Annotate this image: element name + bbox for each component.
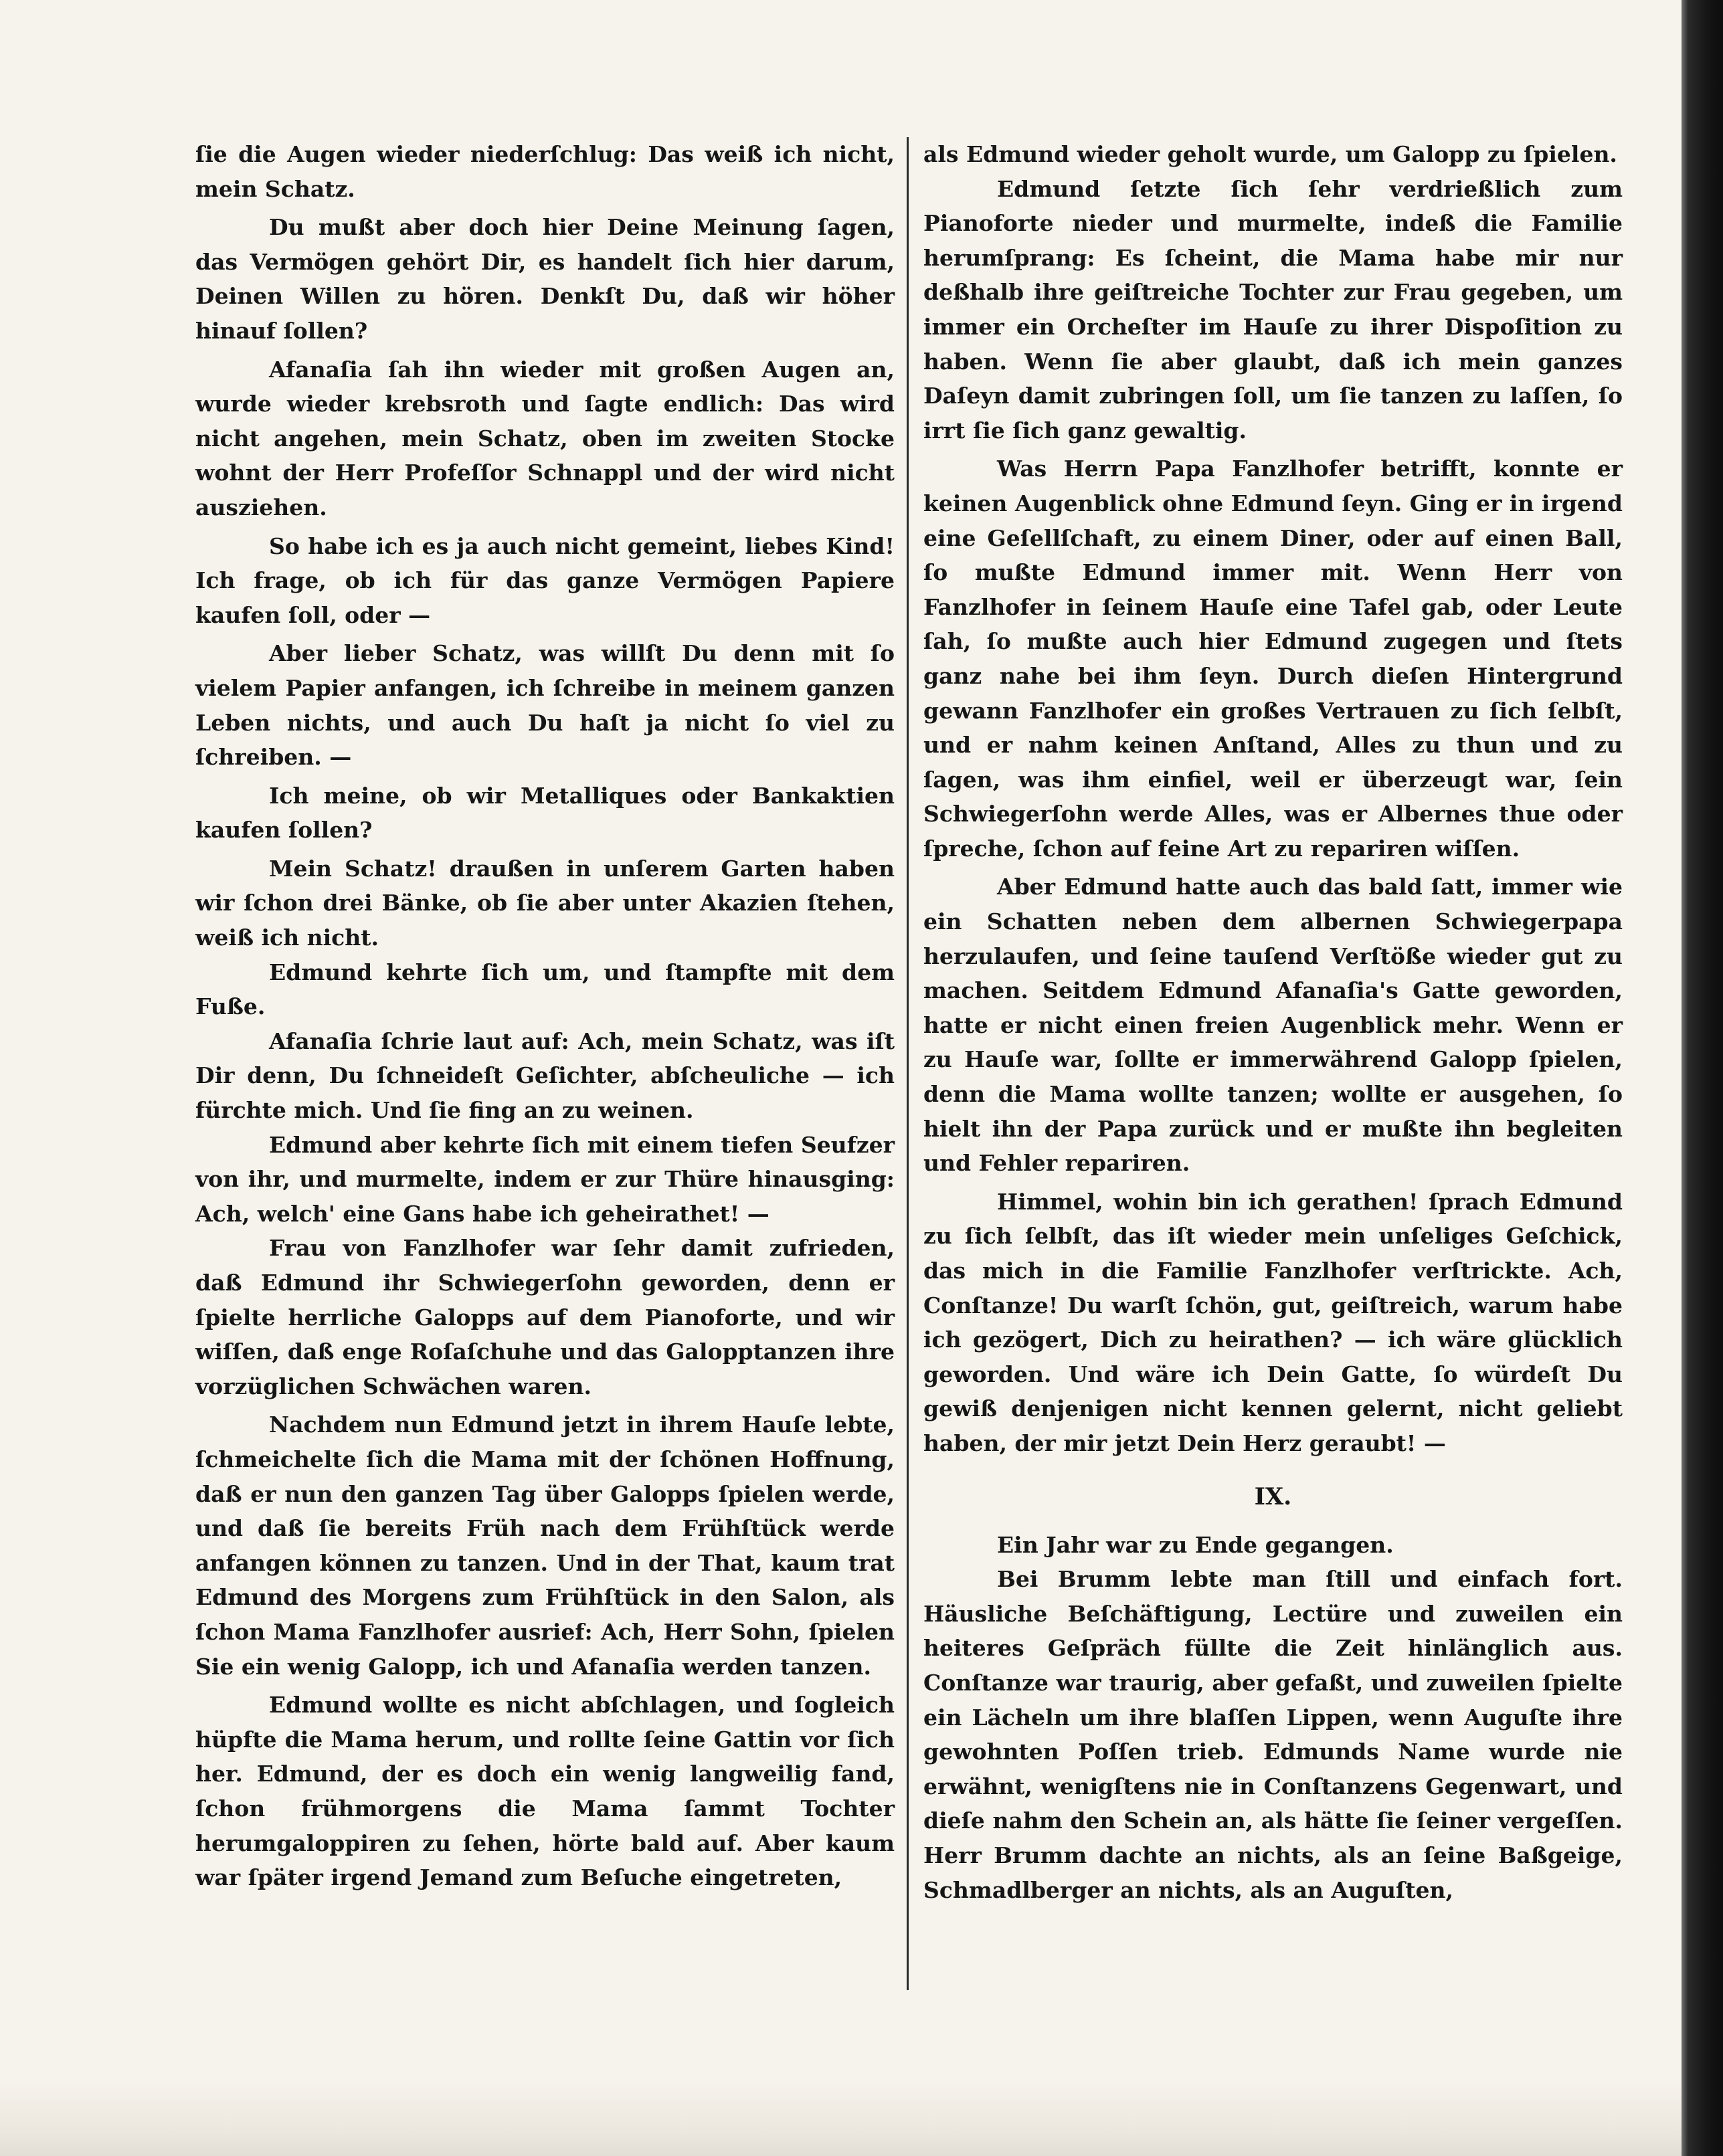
paragraph: Afanaſia ſchrie laut auf: Ach, mein Schatz, was iſt Dir denn, Du ſchneideſt Geſichter, abſcheuliche — ich fürchte mich. Und ſie fing an zu weinen. bbox=[195, 1027, 895, 1124]
paragraph: ſie die Augen wieder niederſchlug: Das weiß ich nicht, mein Schatz. bbox=[195, 141, 895, 202]
paragraph: Afanaſia ſah ihn wieder mit großen Augen an, wurde wieder krebsroth und ſagte endlich: Das wird nicht angehen, mein Schatz, oben im zweiten Stocke wohnt der Herr Profeſſor Schnappl und der wird nicht ausziehen. bbox=[195, 356, 895, 520]
paragraph: Frau von Fanzlhofer war ſehr damit zufrieden, daß Edmund ihr Schwiegerſohn geworden, denn er ſpielte herrliche Galopps auf dem Pianoforte, und wir wiſſen, daß enge Roſaſchuhe und das Galopptanzen ihre vorzüglichen Schwächen waren. bbox=[195, 1235, 895, 1399]
paragraph: Mein Schatz! draußen in unſerem Garten haben wir ſchon drei Bänke, ob ſie aber unter Akazien ſtehen, weiß ich nicht. bbox=[195, 855, 895, 951]
column-divider bbox=[907, 137, 909, 1990]
paragraph: Edmund aber kehrte ſich mit einem tiefen Seufzer von ihr, und murmelte, indem er zur Thüre hinausging: Ach, welch' eine Gans habe ich geheirathet! — bbox=[195, 1131, 895, 1227]
paragraph: Himmel, wohin bin ich gerathen! ſprach Edmund zu ſich ſelbſt, das iſt wieder mein unſeliges Geſchick, das mich in die Familie Fanzlhofer verſtrickte. Ach, Conſtanze! Du warſt ſchön, gut, geiſtreich, warum habe ich gezögert, Dich zu heirathen? — ich wäre glücklich geworden. Und wäre ich Dein Gatte, ſo würdeſt Du gewiß denjenigen nicht kennen gelernt, nicht geliebt haben, der mir jetzt Dein Herz geraubt! — bbox=[923, 1188, 1623, 1456]
right-column bbox=[923, 137, 1623, 1990]
paragraph: Ein Jahr war zu Ende gegangen. bbox=[997, 1531, 1394, 1558]
paragraph: Du mußt aber doch hier Deine Meinung ſagen, das Vermögen gehört Dir, es handelt ſich hier darum, Deinen Willen zu hören. Denkſt Du, daß wir höher hinauf ſollen? bbox=[195, 214, 895, 344]
paragraph: Edmund ſetzte ſich ſehr verdrießlich zum Pianoforte nieder und murmelte, indeß die Familie herumſprang: Es ſcheint, die Mama habe mir nur deßhalb ihre geiſtreiche Tochter zur Frau gegeben, um immer ein Orcheſter im Hauſe zu ihrer Dispoſition zu haben. Wenn ſie aber glaubt, daß ich mein ganzes Daſeyn damit zubringen ſoll, um ſie tanzen zu laſſen, ſo irrt ſie ſich ganz gewaltig. bbox=[923, 175, 1623, 444]
paragraph: Edmund wollte es nicht abſchlagen, und ſogleich hüpfte die Mama herum, und rollte ſeine Gattin vor ſich her. Edmund, der es doch ein wenig langweilig fand, ſchon frühmorgens die Mama ſammt Tochter herumgaloppiren zu ſehen, hörte bald auf. Aber kaum war ſpäter irgend Jemand zum Beſuche eingetreten, bbox=[195, 1692, 895, 1891]
paragraph: Aber Edmund hatte auch das bald ſatt, immer wie ein Schatten neben dem albernen Schwiegerpapa herzulaufen, und ſeine tauſend Verſtöße wieder gut zu machen. Seitdem Edmund Afanaſia's Gatte geworden, hatte er nicht einen freien Augenblick mehr. Wenn er zu Hauſe war, ſollte er immerwährend Galopp ſpielen, denn die Mama wollte tanzen; wollte er ausgehen, ſo hielt ihn der Papa zurück und er mußte ihn begleiten und Fehler repariren. bbox=[923, 874, 1623, 1177]
paragraph: Bei Brumm lebte man ſtill und einfach fort. Häusliche Beſchäftigung, Lectüre und zuweilen ein heiteres Geſpräch füllte die Zeit hinlänglich aus. Conſtanze war traurig, aber gefaßt, und zuweilen ſpielte ein Lächeln um ihre blaſſen Lippen, wenn Auguſte ihre gewohnten Poſſen trieb. Edmunds Name wurde nie erwähnt, wenigſtens nie in Conſtanzens Gegenwart, und dieſe nahm den Schein an, als hätte ſie ſeiner vergeſſen. Herr Brumm dachte an nichts, als an ſeine Baßgeige, Schmadlberger an nichts, als an Auguſten, bbox=[923, 1566, 1623, 1903]
paragraph: Aber lieber Schatz, was willſt Du denn mit ſo vielem Papier anfangen, ich ſchreibe in meinem ganzen Leben nichts, und auch Du haſt ja nicht ſo viel zu ſchreiben. — bbox=[195, 640, 895, 771]
paragraph: Was Herrn Papa Fanzlhofer betrifft, konnte er keinen Augenblick ohne Edmund ſeyn. Ging er in irgend eine Geſellſchaft, zu einem Diner, oder auf einen Ball, ſo mußte Edmund immer mit. Wenn Herr von Fanzlhofer in ſeinem Hauſe eine Tafel gab, oder Leute ſah, ſo mußte auch hier Edmund zugegen und ſtets ganz nahe bei ihm ſeyn. Durch dieſen Hintergrund gewann Fanzlhofer ein großes Vertrauen zu ſich ſelbſt, und er nahm keinen Anſtand, Alles zu thun und zu ſagen, was ihm einfiel, weil er überzeugt war, ſein Schwiegerſohn werde Alles, was er Albernes thue oder ſpreche, ſchon auf feine Art zu repariren wiſſen. bbox=[923, 456, 1623, 862]
paragraph: Nachdem nun Edmund jetzt in ihrem Hauſe lebte, ſchmeichelte ſich die Mama mit der ſchönen Hoffnung, daß er nun den ganzen Tag über Galopps ſpielen werde, und daß ſie bereits Früh nach dem Frühſtück werde anfangen können zu tanzen. Und in der That, kaum trat Edmund des Morgens zum Frühſtück in den Salon, als ſchon Mama Fanzlhofer ausrief: Ach, Herr Sohn, ſpielen Sie ein wenig Galopp, ich und Afanaſia werden tanzen. bbox=[195, 1411, 895, 1680]
chapter-heading: IX. bbox=[1254, 1482, 1292, 1510]
paragraph: Ich meine, ob wir Metalliques oder Bankaktien kaufen ſollen? bbox=[195, 782, 895, 844]
text-area bbox=[195, 137, 1623, 1990]
page-bottom-margin bbox=[0, 2082, 1682, 2156]
paragraph: als Edmund wieder geholt wurde, um Galopp zu ſpielen. bbox=[923, 141, 1617, 167]
paragraph: So habe ich es ja auch nicht gemeint, liebes Kind! Ich frage, ob ich für das ganze Vermögen Papiere kaufen ſoll, oder — bbox=[195, 532, 895, 628]
paragraph: Edmund kehrte ſich um, und ſtampfte mit dem Fuße. bbox=[195, 959, 895, 1020]
scan-border bbox=[1682, 0, 1723, 2156]
left-column bbox=[195, 137, 895, 1990]
